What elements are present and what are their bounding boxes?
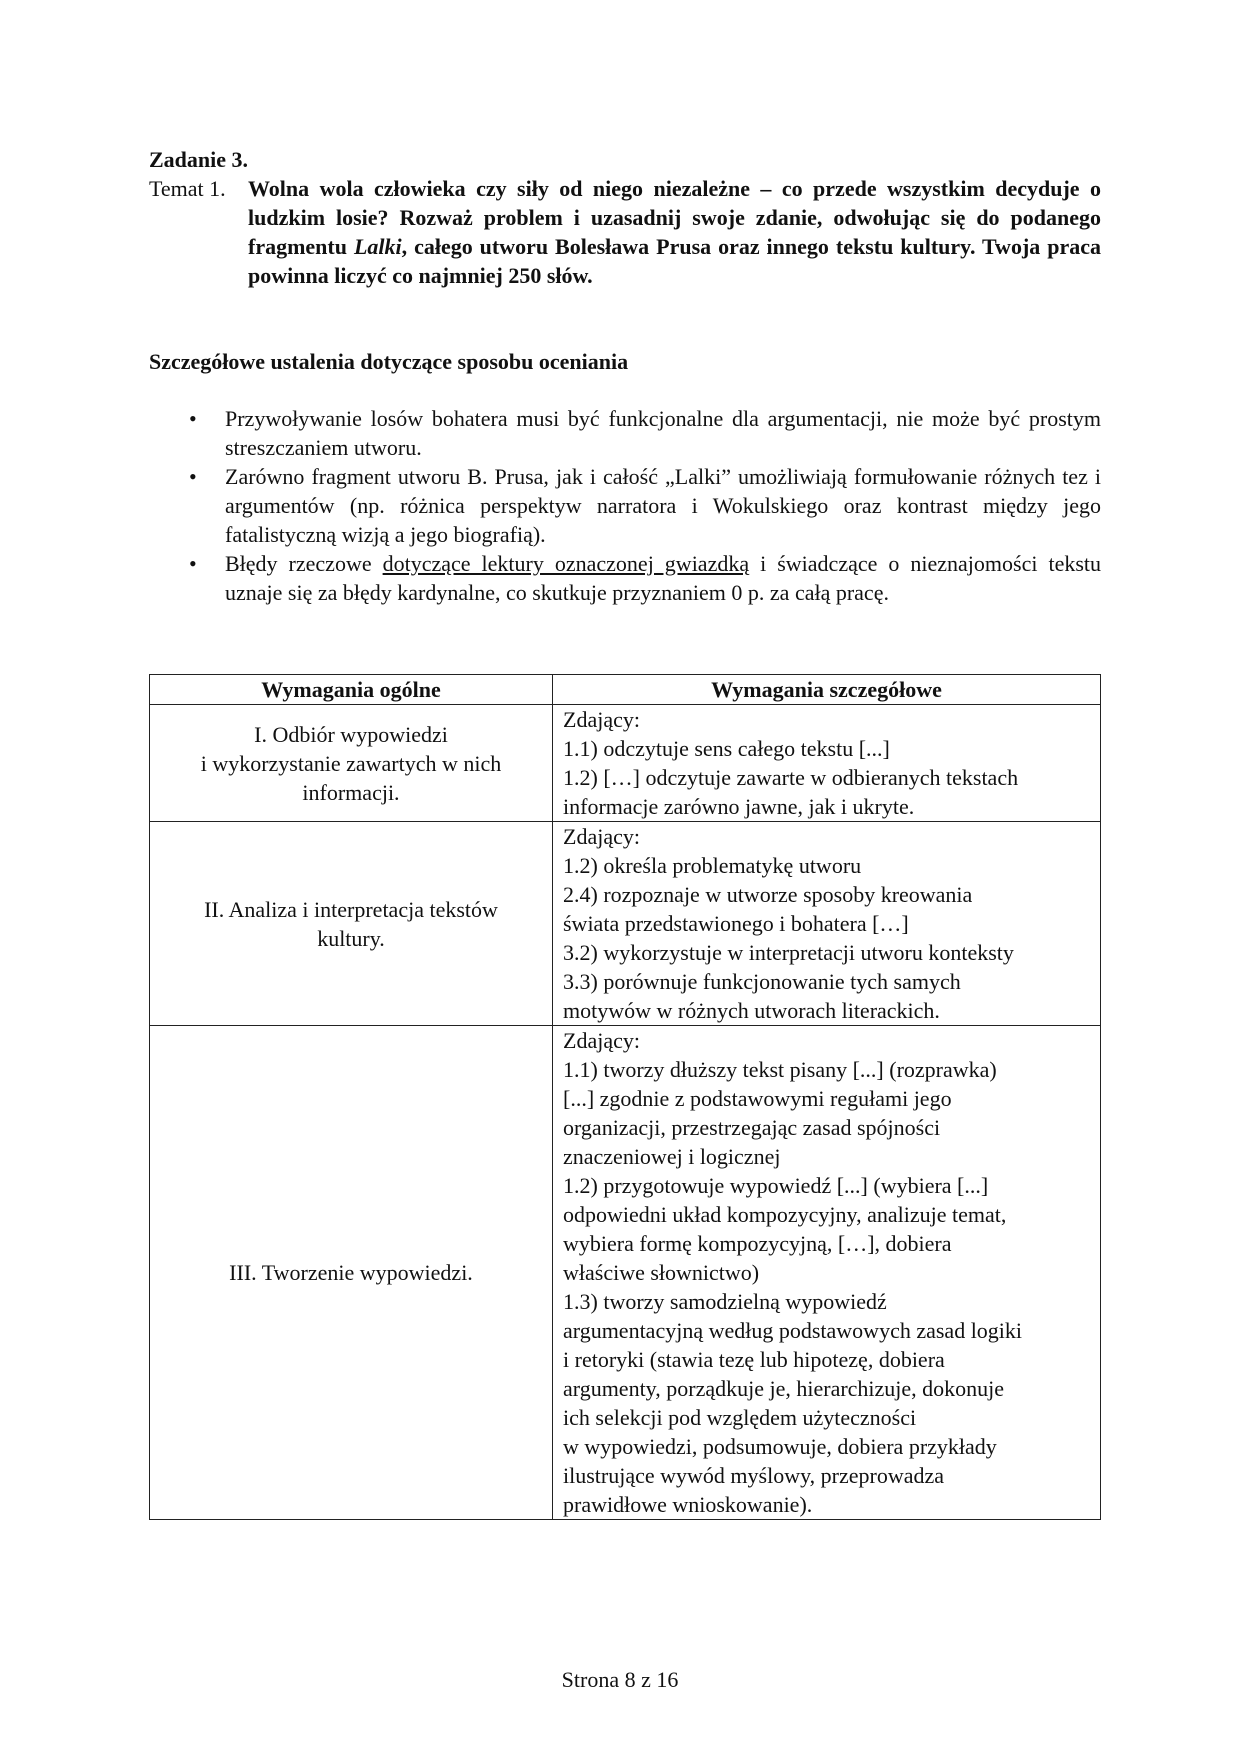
detailed-requirement-line: argumentacyjną według podstawowych zasad logiki <box>563 1318 1023 1343</box>
detailed-requirement-line: motywów w różnych utworach literackich. <box>563 998 940 1023</box>
detailed-requirement-line: właściwe słownictwo) <box>563 1260 760 1285</box>
bullet-icon: • <box>189 406 197 431</box>
rules-item-text <box>225 551 1101 605</box>
topic-block <box>149 174 1101 290</box>
detailed-requirement-line: 3.3) porównuje funkcjonowanie tych samych <box>563 969 961 994</box>
detailed-requirement-cell <box>553 705 1101 822</box>
header-detailed: Wymagania szczegółowe <box>553 675 1101 705</box>
rules-item-text-pre: Błędy rzeczowe <box>225 551 383 576</box>
detailed-requirement-line: 3.2) wykorzystuje w interpretacji utworu konteksty <box>563 940 1014 965</box>
detailed-requirement-line: Zdający: <box>563 1028 640 1053</box>
detailed-requirement-line: wybiera formę kompozycyjną, […], dobiera <box>563 1231 952 1256</box>
detailed-requirement-line: prawidłowe wnioskowanie). <box>563 1492 813 1517</box>
detailed-requirement-line: i retoryki (stawia tezę lub hipotezę, dobiera <box>563 1347 945 1372</box>
detailed-requirement-line: świata przedstawionego i bohatera […] <box>563 911 909 936</box>
detailed-requirement-line: znaczeniowej i logicznej <box>563 1144 781 1169</box>
general-requirement-line: kultury. <box>317 925 385 951</box>
bullet-icon: • <box>189 464 197 489</box>
general-requirement-cell <box>150 705 553 822</box>
exam-page <box>149 145 1102 1517</box>
requirements-table <box>149 674 1101 1520</box>
general-requirement-line: i wykorzystanie zawartych w nich <box>200 750 502 776</box>
detailed-requirement-line: 1.1) odczytuje sens całego tekstu [...] <box>563 736 890 761</box>
detailed-requirement-cell <box>553 1026 1101 1520</box>
topic-label: Temat 1. <box>149 176 226 201</box>
rules-list-item <box>149 462 1101 549</box>
detailed-requirement-line: 1.2) określa problematykę utworu <box>563 853 862 878</box>
detailed-requirement-line: w wypowiedzi, podsumowuje, dobiera przykłady <box>563 1434 997 1459</box>
detailed-requirement-line: ich selekcji pod względem użyteczności <box>563 1405 917 1430</box>
detailed-requirement-line: 1.1) tworzy dłuższy tekst pisany [...] (rozprawka) <box>563 1057 997 1082</box>
task-title: Zadanie 3. <box>149 147 249 172</box>
table-row <box>150 705 1101 822</box>
table-header-row <box>150 675 1101 705</box>
topic-text-part1: Wolna wola człowieka czy siły od niego niezależne – co przede wszystkim decyduje o ludzkim losie? Rozważ problem i uzasadnij swoje zdanie, odwołując się do podanego fragmentu <box>248 176 1101 259</box>
general-requirement-line: II. Analiza i interpretacja tekstów <box>204 896 498 922</box>
rules-item-text: Przywoływanie losów bohatera musi być funkcjonalne dla argumentacji, nie może być prostym streszczaniem utworu. <box>225 406 1101 460</box>
detailed-requirement-line: [...] zgodnie z podstawowymi regułami jego <box>563 1086 952 1111</box>
detailed-requirement-line: Zdający: <box>563 707 640 732</box>
detailed-requirement-line: informacje zarówno jawne, jak i ukryte. <box>563 794 915 819</box>
detailed-requirement-cell <box>553 822 1101 1026</box>
header-general: Wymagania ogólne <box>150 675 553 705</box>
requirements-table-body <box>150 705 1101 1520</box>
topic-text-part2: , całego utworu Bolesława Prusa oraz innego tekstu kultury. Twoja praca powinna liczyć co najmniej 250 słów. <box>248 234 1101 288</box>
detailed-requirement-line: 2.4) rozpoznaje w utworze sposoby kreowania <box>563 882 973 907</box>
detailed-requirement-line: 1.2) […] odczytuje zawarte w odbieranych tekstach <box>563 765 1019 790</box>
detailed-requirement-line: organizacji, przestrzegając zasad spójności <box>563 1115 941 1140</box>
detailed-requirement-line: ilustrujące wywód myślowy, przeprowadza <box>563 1463 945 1488</box>
rules-item-text: Zarówno fragment utworu B. Prusa, jak i całość „Lalki” umożliwiają formułowanie różnych tez i argumentów (np. różnica perspektyw narratora i Wokulskiego oraz kontrast między jego fatalistyczną wizją a jego biografią). <box>225 464 1101 547</box>
general-requirement-cell <box>150 822 553 1026</box>
general-requirement-line: III. Tworzenie wypowiedzi. <box>229 1260 473 1285</box>
rules-list <box>149 404 1101 607</box>
detailed-requirement-line: 1.2) przygotowuje wypowiedź [...] (wybiera [...] <box>563 1173 989 1198</box>
rules-item-text-underlined: dotyczące lektury oznaczonej gwiazdką <box>382 551 750 576</box>
detailed-requirement-line: odpowiedni układ kompozycyjny, analizuje temat, <box>563 1202 1007 1227</box>
detailed-requirement-line: Zdający: <box>563 824 640 849</box>
general-requirement-line: informacji. <box>302 779 400 805</box>
detailed-requirement-line: 1.3) tworzy samodzielną wypowiedź <box>563 1289 887 1314</box>
topic-text-italic: Lalki <box>353 234 402 259</box>
rules-item-text-post: i świadczące o nieznajomości tekstu uznaje się za błędy kardynalne, co skutkuje przyznaniem 0 p. za całą pracę. <box>225 551 1102 605</box>
rules-list-item <box>149 549 1101 607</box>
table-row <box>150 822 1101 1026</box>
topic-text <box>248 174 1101 290</box>
page-footer: Strona 8 z 16 <box>561 1667 679 1692</box>
rules-heading: Szczegółowe ustalenia dotyczące sposobu oceniania <box>149 349 629 374</box>
table-row <box>150 1026 1101 1520</box>
general-requirement-line: I. Odbiór wypowiedzi <box>254 721 448 747</box>
bullet-icon: • <box>189 551 197 576</box>
detailed-requirement-line: argumenty, porządkuje je, hierarchizuje, dokonuje <box>563 1376 1005 1401</box>
rules-list-item <box>149 404 1101 462</box>
general-requirement-cell <box>150 1026 553 1520</box>
